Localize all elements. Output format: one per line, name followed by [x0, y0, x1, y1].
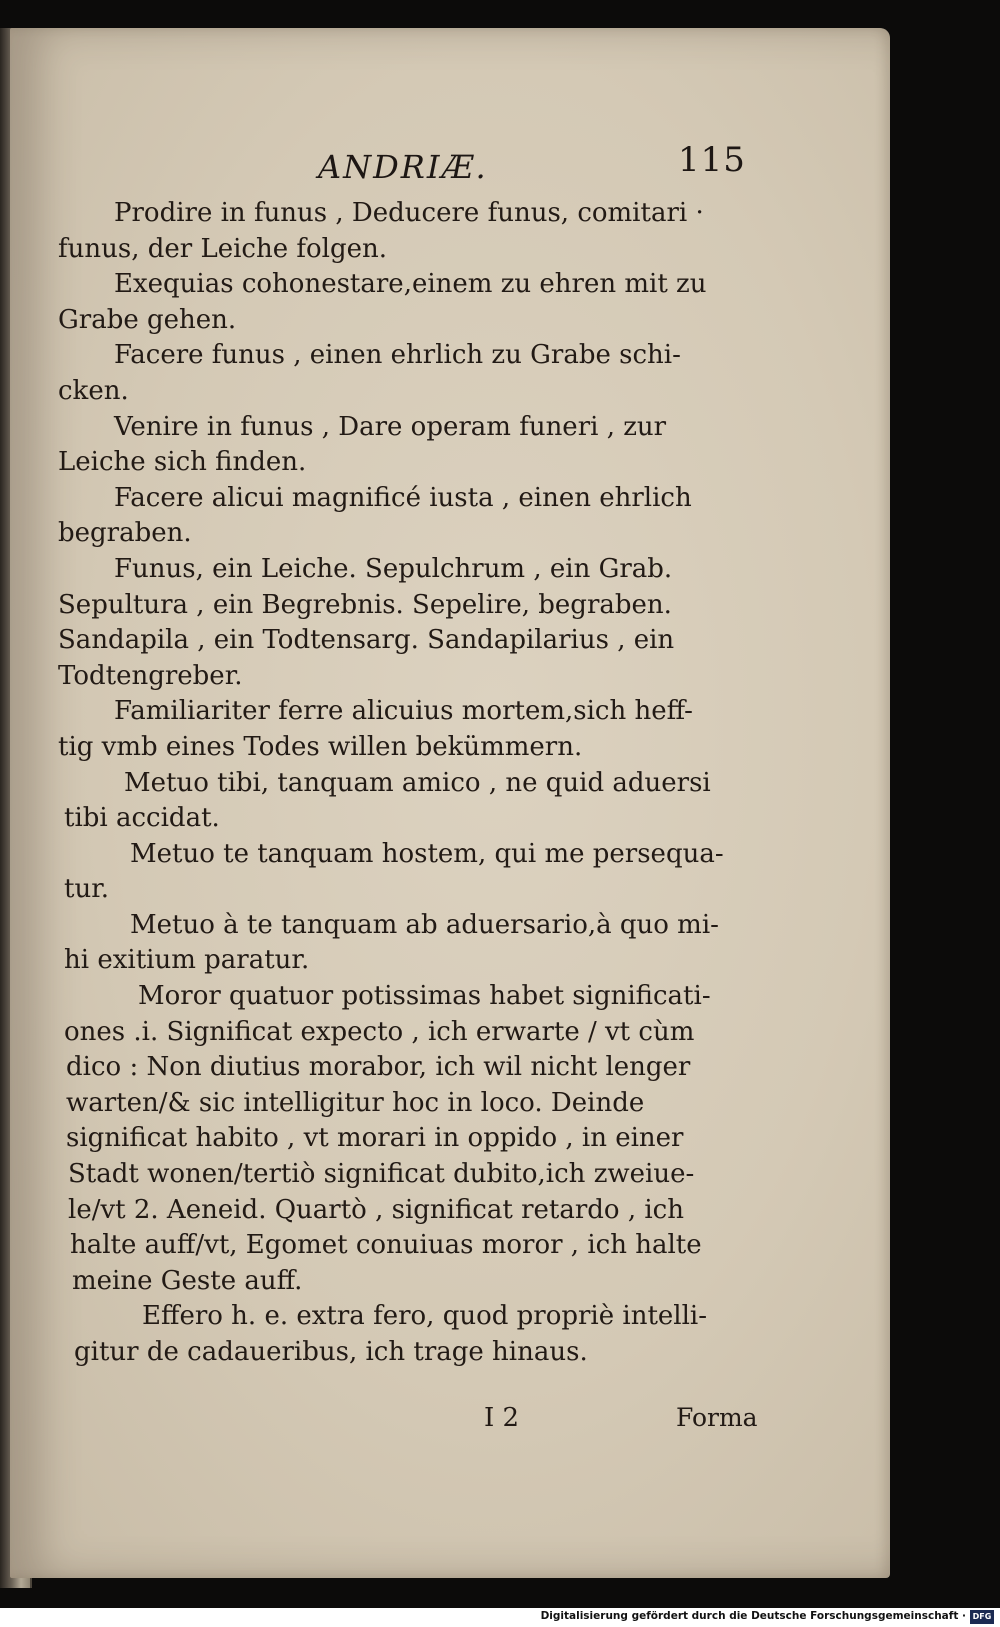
text-line: Metuo tibi, tanquam amico , ne quid aduersi — [124, 767, 711, 798]
text-line: Sepultura , ein Begrebnis. Sepelire, begraben. — [58, 589, 672, 620]
text-line: Facere funus , einen ehrlich zu Grabe schi- — [114, 340, 681, 371]
text-line: funus, der Leiche folgen. — [58, 233, 388, 264]
text-line: Todtengreber. — [58, 660, 243, 691]
text-line: tibi accidat. — [64, 803, 220, 834]
text-line: Exequias cohonestare,einem zu ehren mit zu — [114, 269, 707, 300]
text-line: Venire in funus , Dare operam funeri , zur — [114, 411, 667, 442]
text-line: cken. — [58, 375, 129, 406]
text-line: Sandapila , ein Todtensarg. Sandapilarius , ein — [58, 625, 675, 656]
text-line: Stadt wonen/tertiò significat dubito,ich zweiue- — [68, 1159, 695, 1190]
text-line: Familiariter ferre alicuius mortem,sich heff- — [114, 696, 693, 727]
running-header: ANDRIÆ. — [318, 148, 488, 186]
catchword: Forma — [676, 1403, 758, 1432]
text-line: dico : Non diutius morabor, ich wil nicht lenger — [66, 1052, 691, 1083]
text-line: halte auff/vt, Egomet conuiuas moror , ich halte — [70, 1230, 702, 1261]
text-line: tig vmb eines Todes willen bekümmern. — [58, 731, 583, 762]
text-line: gitur de cadaueribus, ich trage hinaus. — [74, 1337, 588, 1367]
text-line: Moror quatuor potissimas habet significati- — [138, 981, 711, 1012]
text-line: meine Geste auff. — [72, 1265, 303, 1296]
signature-mark: I 2 — [484, 1403, 520, 1433]
text-line: begraben. — [58, 518, 192, 549]
page-number: 115 — [678, 140, 746, 180]
text-line: Facere alicui magnificé iusta , einen ehrlich — [114, 482, 692, 513]
body-text — [58, 196, 768, 1371]
text-line: tur. — [64, 874, 110, 905]
footer-bar — [0, 1608, 1000, 1627]
text-line: warten/& sic intelligitur hoc in loco. Deinde — [66, 1087, 645, 1118]
text-line: Funus, ein Leiche. Sepulchrum , ein Grab. — [114, 553, 673, 584]
text-line: Prodire in funus , Deducere funus, comitari · — [114, 198, 704, 228]
book-page — [10, 28, 890, 1578]
text-line: Leiche sich finden. — [58, 447, 307, 478]
dfg-logo: DFG — [970, 1610, 994, 1624]
funding-credit: Digitalisierung gefördert durch die Deutsche Forschungsgemeinschaft · — [540, 1610, 966, 1622]
text-line: significat habito , vt morari in oppido , in einer — [66, 1123, 684, 1154]
text-line: Metuo à te tanquam ab aduersario,à quo mi- — [130, 909, 719, 940]
text-line: ones .i. Significat expecto , ich erwarte / vt cùm — [64, 1016, 695, 1047]
text-line: Effero h. e. extra fero, quod propriè intelli- — [142, 1301, 708, 1332]
text-line: le/vt 2. Aeneid. Quartò , significat retardo , ich — [68, 1194, 684, 1225]
text-line: Grabe gehen. — [58, 304, 237, 335]
text-line: Metuo te tanquam hostem, qui me persequa- — [130, 838, 724, 869]
text-line: hi exitium paratur. — [64, 945, 310, 976]
